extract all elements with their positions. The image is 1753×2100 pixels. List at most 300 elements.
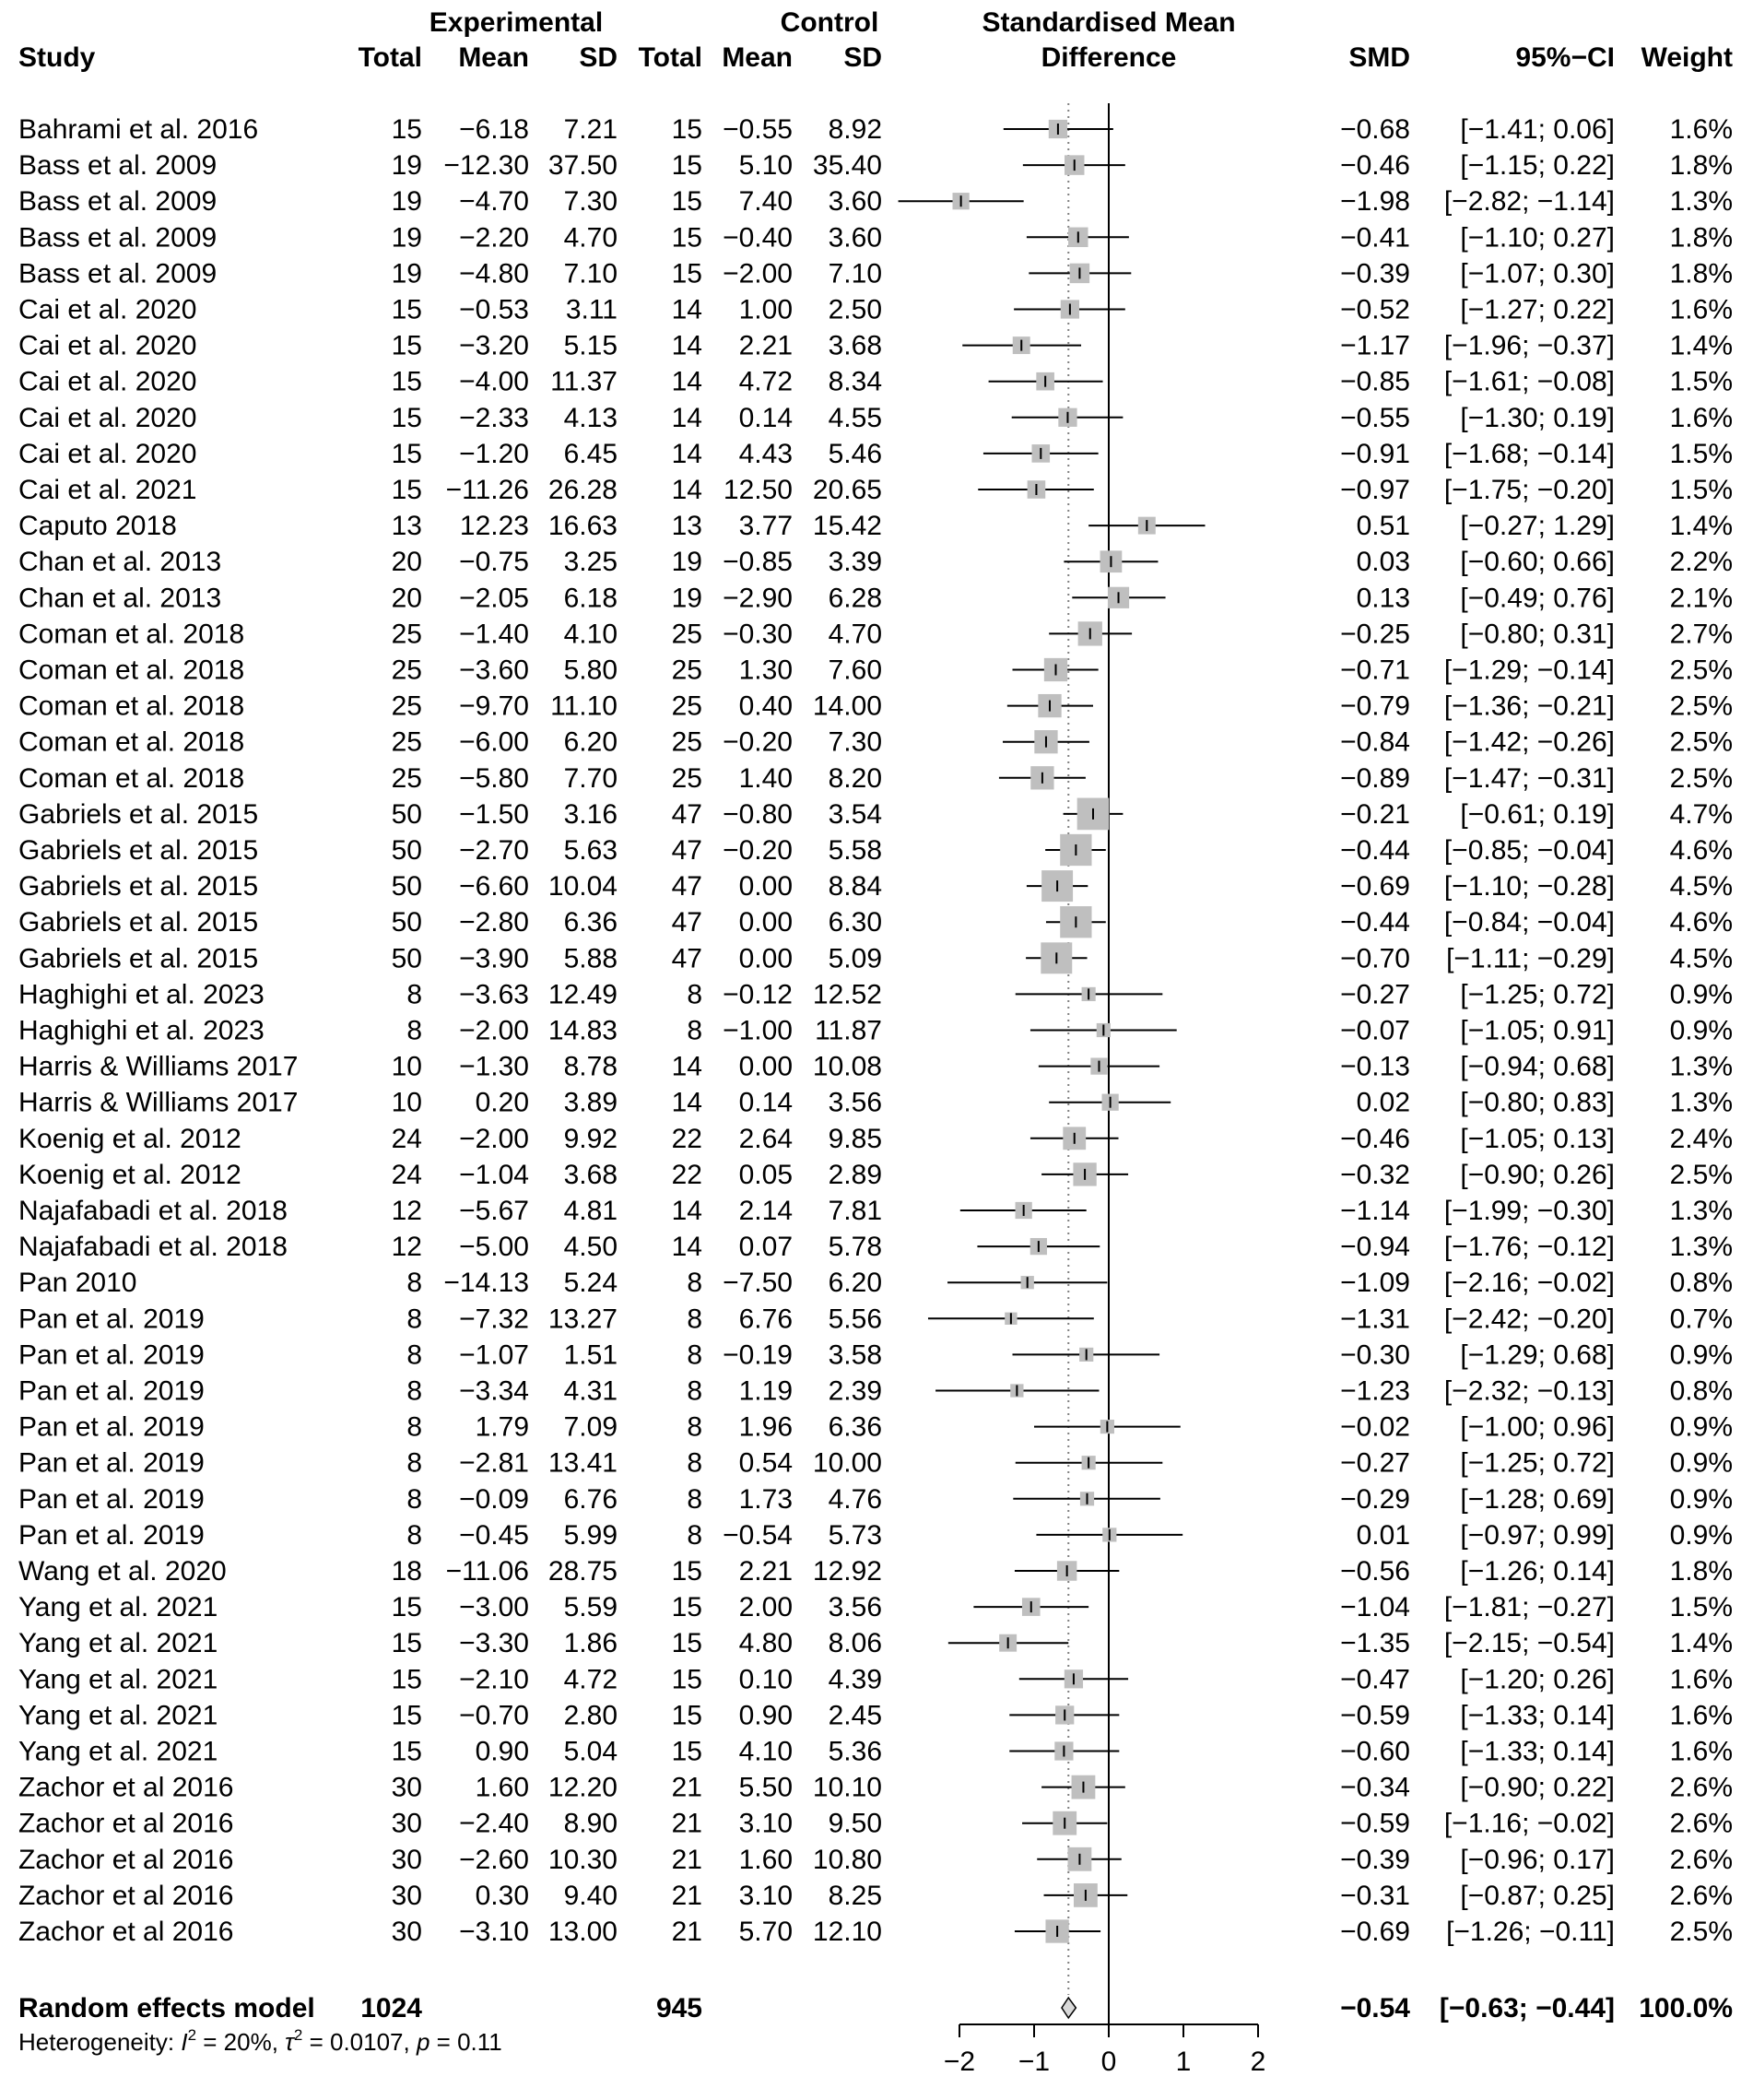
weight-value: 2.6%	[1669, 1880, 1733, 1911]
ctrl-total: 21	[671, 1844, 702, 1875]
weight-value: 4.6%	[1669, 835, 1733, 866]
exp-sd: 7.10	[563, 258, 618, 289]
weight-column-header: Weight	[1641, 42, 1733, 73]
exp-total: 15	[391, 402, 422, 433]
ctrl-total: 47	[671, 871, 702, 903]
ctrl-total: 15	[671, 186, 702, 218]
ctrl-mean: 0.00	[738, 871, 793, 903]
exp-sd: 7.70	[563, 762, 618, 794]
weight-value: 0.9%	[1669, 1447, 1733, 1479]
study-name: Gabriels et al. 2015	[18, 835, 259, 866]
study-name: Yang et al. 2021	[18, 1592, 218, 1623]
weight-value: 1.8%	[1669, 222, 1733, 254]
ctrl-mean: 0.05	[738, 1159, 793, 1190]
ctrl-sd: 10.80	[812, 1844, 882, 1875]
exp-total: 12	[391, 1196, 422, 1226]
weight-value: 2.4%	[1669, 1123, 1733, 1154]
exp-sd: 28.75	[547, 1556, 618, 1587]
study-name: Coman et al. 2018	[18, 619, 245, 650]
study-name: Najafabadi et al. 2018	[18, 1232, 288, 1263]
pooled-weight-value: 100.0%	[1639, 1993, 1733, 2023]
ci-value: [−1.75; −0.20]	[1443, 475, 1615, 505]
exp-sd: 6.45	[563, 438, 618, 469]
ctrl-mean: 2.14	[738, 1196, 793, 1226]
ci-value: [−1.26; −0.11]	[1446, 1917, 1615, 1947]
x-tick-label: −1	[1018, 2047, 1051, 2077]
study-name: Pan et al. 2019	[18, 1304, 205, 1335]
exp-total: 20	[391, 547, 422, 578]
weight-value: 1.3%	[1669, 1087, 1733, 1118]
ctrl-total: 21	[671, 1808, 702, 1839]
ctrl-total: 14	[671, 294, 702, 325]
exp-mean-header: Mean	[458, 42, 529, 73]
exp-sd: 8.78	[563, 1051, 618, 1082]
exp-mean: −1.20	[459, 438, 529, 469]
exp-total: 8	[406, 1015, 422, 1046]
smd-value: 0.02	[1356, 1087, 1410, 1118]
study-name: Harris & Williams 2017	[18, 1051, 299, 1082]
weight-value: 0.9%	[1669, 1519, 1733, 1551]
exp-mean: −12.30	[443, 150, 529, 182]
ctrl-mean: −0.30	[723, 619, 793, 650]
weight-value: 0.9%	[1669, 1015, 1733, 1046]
exp-mean: −6.00	[459, 726, 529, 758]
table-row	[18, 403, 1733, 433]
exp-sd: 4.81	[563, 1196, 618, 1226]
ctrl-sd: 9.50	[828, 1808, 882, 1839]
exp-mean: −3.60	[459, 655, 529, 686]
ctrl-sd: 4.39	[828, 1664, 882, 1695]
ctrl-sd: 12.52	[812, 979, 882, 1010]
exp-mean: −3.20	[459, 330, 529, 361]
exp-sd: 3.16	[563, 798, 618, 830]
smd-value: −0.85	[1340, 366, 1410, 397]
smd-value: −0.47	[1340, 1664, 1410, 1695]
exp-sd: 5.99	[563, 1519, 618, 1551]
ctrl-total: 8	[687, 1519, 702, 1551]
exp-total: 25	[391, 690, 422, 722]
ctrl-total: 8	[687, 1304, 702, 1335]
weight-value: 1.3%	[1669, 1196, 1733, 1226]
study-name: Gabriels et al. 2015	[18, 871, 259, 903]
study-name: Pan et al. 2019	[18, 1375, 205, 1407]
ctrl-sd: 6.30	[828, 907, 882, 938]
exp-mean: 0.90	[475, 1736, 529, 1767]
exp-mean: −2.05	[459, 583, 529, 614]
exp-total: 19	[391, 186, 422, 218]
exp-mean: −2.60	[459, 1844, 529, 1875]
exp-sd: 3.68	[563, 1159, 618, 1190]
exp-sd: 7.21	[563, 114, 618, 145]
weight-value: 2.2%	[1669, 547, 1733, 578]
ci-value: [−0.27; 1.29]	[1460, 511, 1615, 542]
study-name: Coman et al. 2018	[18, 726, 245, 758]
ctrl-mean: 5.70	[738, 1917, 793, 1947]
x-tick-label: 1	[1175, 2047, 1192, 2077]
exp-mean: −4.70	[459, 186, 529, 218]
exp-mean: −0.45	[459, 1519, 529, 1551]
exp-total: 12	[391, 1232, 422, 1263]
ctrl-sd: 7.81	[828, 1196, 882, 1226]
ctrl-sd: 3.56	[828, 1592, 882, 1623]
ctrl-mean: −0.85	[723, 547, 793, 578]
exp-sd: 4.31	[563, 1375, 618, 1407]
ctrl-sd: 2.50	[828, 294, 882, 325]
ctrl-total: 47	[671, 943, 702, 974]
exp-mean: −14.13	[443, 1268, 529, 1299]
ctrl-total: 8	[687, 1015, 702, 1046]
exp-total: 50	[391, 871, 422, 903]
exp-mean: −1.40	[459, 619, 529, 650]
exp-sd: 4.10	[563, 619, 618, 650]
table-row	[18, 547, 1733, 577]
ctrl-sd: 8.06	[828, 1628, 882, 1659]
ctrl-sd: 5.09	[828, 943, 882, 974]
ci-value: [−1.10; −0.28]	[1443, 871, 1615, 903]
exp-total: 15	[391, 475, 422, 505]
ctrl-mean: 1.19	[738, 1375, 793, 1407]
ci-value: [−0.61; 0.19]	[1460, 798, 1615, 830]
ci-value: [−1.81; −0.27]	[1443, 1592, 1615, 1623]
ctrl-mean: −0.80	[723, 798, 793, 830]
ci-value: [−0.94; 0.68]	[1460, 1051, 1615, 1082]
study-name: Wang et al. 2020	[18, 1556, 227, 1587]
ci-value: [−1.25; 0.72]	[1460, 979, 1615, 1010]
smd-value: −0.41	[1340, 222, 1410, 254]
table-row	[18, 870, 1733, 902]
study-name: Bass et al. 2009	[18, 258, 218, 289]
ctrl-mean: −0.12	[723, 979, 793, 1010]
ci-value: [−1.36; −0.21]	[1443, 690, 1615, 722]
ci-value: [−1.99; −0.30]	[1443, 1196, 1615, 1226]
ctrl-total: 14	[671, 1087, 702, 1118]
ctrl-sd: 7.10	[828, 258, 882, 289]
exp-mean: −7.32	[459, 1304, 529, 1335]
ctrl-total: 47	[671, 907, 702, 938]
study-name: Cai et al. 2021	[18, 475, 197, 505]
ctrl-sd: 4.70	[828, 619, 882, 650]
study-name: Koenig et al. 2012	[18, 1159, 241, 1190]
ctrl-sd: 12.92	[812, 1556, 882, 1587]
x-axis	[944, 2024, 1265, 2077]
ctrl-mean: 2.21	[738, 1556, 793, 1587]
smd-header-line2: Difference	[1041, 42, 1177, 73]
ci-value: [−2.15; −0.54]	[1443, 1628, 1615, 1659]
exp-mean: −0.75	[459, 547, 529, 578]
exp-sd: 4.70	[563, 222, 618, 254]
exp-total: 24	[391, 1159, 422, 1190]
study-name: Cai et al. 2020	[18, 366, 197, 397]
exp-total: 30	[391, 1880, 422, 1911]
exp-sd: 5.63	[563, 835, 618, 866]
study-name: Cai et al. 2020	[18, 330, 197, 361]
ctrl-total: 25	[671, 619, 702, 650]
smd-value: 0.01	[1356, 1519, 1410, 1551]
ctrl-sd: 11.87	[815, 1015, 882, 1046]
ctrl-total: 14	[671, 330, 702, 361]
ci-value: [−2.16; −0.02]	[1443, 1268, 1615, 1299]
ctrl-sd: 10.08	[812, 1051, 882, 1082]
ctrl-mean: 4.43	[738, 438, 793, 469]
exp-total: 30	[391, 1808, 422, 1839]
exp-mean: −3.63	[459, 979, 529, 1010]
ctrl-sd: 8.34	[828, 366, 882, 397]
table-row	[18, 114, 1733, 145]
table-row	[18, 367, 1733, 397]
ci-value: [−1.20; 0.26]	[1460, 1664, 1615, 1695]
study-name: Zachor et al 2016	[18, 1917, 234, 1947]
table-row	[18, 439, 1733, 469]
ctrl-mean: 4.72	[738, 366, 793, 397]
smd-value: 0.13	[1356, 583, 1410, 614]
smd-value: −0.07	[1340, 1015, 1410, 1046]
exp-mean: −6.60	[459, 871, 529, 903]
exp-total: 15	[391, 438, 422, 469]
table-row	[18, 1448, 1733, 1479]
x-tick-label: 0	[1100, 2047, 1117, 2077]
smd-value: −0.31	[1340, 1880, 1410, 1911]
exp-total-header: Total	[358, 42, 422, 73]
exp-mean: 1.79	[475, 1411, 529, 1443]
ctrl-mean: 12.50	[723, 475, 793, 505]
study-name: Pan et al. 2019	[18, 1483, 205, 1515]
ci-value: [−0.80; 0.31]	[1460, 619, 1615, 650]
exp-total: 30	[391, 1844, 422, 1875]
weight-value: 0.8%	[1669, 1375, 1733, 1407]
exp-total: 8	[406, 979, 422, 1010]
exp-sd: 3.25	[563, 547, 618, 578]
weight-value: 2.6%	[1669, 1844, 1733, 1875]
exp-sd: 7.30	[563, 186, 618, 218]
ctrl-sd: 14.00	[812, 690, 882, 722]
study-rows	[18, 114, 1733, 1947]
ci-value: [−1.27; 0.22]	[1460, 294, 1615, 325]
exp-mean: 1.60	[475, 1772, 529, 1803]
study-name: Gabriels et al. 2015	[18, 943, 259, 974]
table-row	[18, 1088, 1733, 1118]
ci-value: [−1.42; −0.26]	[1443, 726, 1615, 758]
study-name: Yang et al. 2021	[18, 1736, 218, 1767]
table-row	[18, 475, 1733, 505]
study-name: Pan et al. 2019	[18, 1519, 205, 1551]
smd-value: 0.03	[1356, 547, 1410, 578]
exp-total: 15	[391, 1628, 422, 1659]
ctrl-total: 8	[687, 1339, 702, 1371]
ctrl-sd: 3.68	[828, 330, 882, 361]
ci-value: [−1.07; 0.30]	[1460, 258, 1615, 289]
ctrl-total: 15	[671, 1592, 702, 1623]
ctrl-mean: 3.10	[738, 1808, 793, 1839]
exp-sd: 5.88	[563, 943, 618, 974]
exp-mean: −0.70	[459, 1700, 529, 1731]
ctrl-sd: 8.20	[828, 762, 882, 794]
smd-value: −0.39	[1340, 1844, 1410, 1875]
ctrl-total: 19	[671, 547, 702, 578]
ctrl-mean: −1.00	[723, 1015, 793, 1046]
table-row	[18, 1484, 1733, 1515]
ctrl-mean: 4.10	[738, 1736, 793, 1767]
smd-value: −1.23	[1340, 1375, 1410, 1407]
ci-value: [−1.68; −0.14]	[1443, 438, 1615, 469]
ctrl-sd: 10.00	[812, 1447, 882, 1479]
smd-value: −0.29	[1340, 1483, 1410, 1515]
ctrl-total: 21	[671, 1917, 702, 1947]
table-row	[18, 1520, 1733, 1551]
ci-value: [−1.41; 0.06]	[1460, 114, 1615, 145]
smd-value: −1.14	[1340, 1196, 1410, 1226]
weight-value: 2.5%	[1669, 726, 1733, 758]
ctrl-total: 22	[671, 1123, 702, 1154]
ctrl-mean: 0.00	[738, 1051, 793, 1082]
ci-value: [−1.33; 0.14]	[1460, 1736, 1615, 1767]
exp-sd: 10.30	[547, 1844, 618, 1875]
study-name: Chan et al. 2013	[18, 583, 222, 614]
exp-sd: 10.04	[547, 871, 618, 903]
smd-value: −1.98	[1340, 186, 1410, 218]
ci-value: [−1.28; 0.69]	[1460, 1483, 1615, 1515]
exp-sd: 4.13	[563, 402, 618, 433]
exp-sd: 16.63	[547, 511, 618, 542]
table-row	[18, 1592, 1733, 1622]
ctrl-total-header: Total	[638, 42, 702, 73]
ctrl-mean: 5.50	[738, 1772, 793, 1803]
ctrl-total: 14	[671, 366, 702, 397]
ctrl-total: 8	[687, 1375, 702, 1407]
study-name: Bahrami et al. 2016	[18, 114, 259, 145]
pooled-label: Random effects model	[18, 1993, 315, 2023]
ctrl-mean: 3.77	[738, 511, 793, 542]
exp-sd: 1.86	[563, 1628, 618, 1659]
ctrl-sd: 8.25	[828, 1880, 882, 1911]
ctrl-mean: 0.14	[738, 1087, 793, 1118]
ctrl-total: 15	[671, 1556, 702, 1587]
ctrl-total: 21	[671, 1772, 702, 1803]
table-row	[18, 583, 1733, 613]
ctrl-mean: −7.50	[723, 1268, 793, 1299]
smd-header-line1: Standardised Mean	[982, 7, 1236, 38]
smd-value: −0.32	[1340, 1159, 1410, 1190]
exp-total: 30	[391, 1917, 422, 1947]
ci-value: [−1.29; 0.68]	[1460, 1339, 1615, 1371]
weight-value: 1.4%	[1669, 1628, 1733, 1659]
ctrl-mean: 1.96	[738, 1411, 793, 1443]
weight-value: 1.4%	[1669, 511, 1733, 542]
exp-total: 15	[391, 1664, 422, 1695]
weight-value: 1.5%	[1669, 438, 1733, 469]
exp-total: 8	[406, 1483, 422, 1515]
ctrl-sd: 3.58	[828, 1339, 882, 1371]
ci-value: [−2.82; −1.14]	[1443, 186, 1615, 218]
table-row	[18, 331, 1733, 361]
weight-value: 1.6%	[1669, 1664, 1733, 1695]
weight-value: 0.9%	[1669, 1483, 1733, 1515]
weight-value: 1.3%	[1669, 1232, 1733, 1263]
exp-sd-header: SD	[579, 42, 618, 73]
smd-value: −0.69	[1340, 871, 1410, 903]
exp-sd: 12.20	[547, 1772, 618, 1803]
table-row	[18, 1809, 1733, 1839]
ctrl-sd: 3.56	[828, 1087, 882, 1118]
smd-value: −0.55	[1340, 402, 1410, 433]
ctrl-sd: 5.36	[828, 1736, 882, 1767]
study-name: Chan et al. 2013	[18, 547, 222, 578]
table-row	[18, 1052, 1733, 1082]
weight-value: 1.3%	[1669, 1051, 1733, 1082]
ci-value: [−1.05; 0.91]	[1460, 1015, 1615, 1046]
ci-column-header: 95%−CI	[1515, 42, 1615, 73]
ci-value: [−1.30; 0.19]	[1460, 402, 1615, 433]
table-row	[18, 1376, 1733, 1407]
smd-value: −1.04	[1340, 1592, 1410, 1623]
weight-value: 2.5%	[1669, 1917, 1733, 1947]
table-row	[18, 1556, 1733, 1587]
ctrl-mean: 0.54	[738, 1447, 793, 1479]
x-tick-label: −2	[943, 2047, 976, 2077]
ctrl-sd: 8.92	[828, 114, 882, 145]
exp-total: 25	[391, 655, 422, 686]
ctrl-sd: 15.42	[812, 511, 882, 542]
weight-value: 2.5%	[1669, 655, 1733, 686]
ci-value: [−0.96; 0.17]	[1460, 1844, 1615, 1875]
ctrl-sd: 9.85	[828, 1123, 882, 1154]
table-row	[18, 619, 1733, 649]
table-row	[18, 186, 1733, 217]
ctrl-mean: 0.90	[738, 1700, 793, 1731]
table-row	[18, 1304, 1733, 1334]
table-row	[18, 1124, 1733, 1154]
exp-mean: −2.00	[459, 1123, 529, 1154]
exp-mean: −11.26	[445, 475, 529, 505]
exp-mean: −3.00	[459, 1592, 529, 1623]
ci-value: [−0.90; 0.22]	[1460, 1772, 1615, 1803]
exp-total: 18	[391, 1556, 422, 1587]
ci-value: [−1.47; −0.31]	[1443, 762, 1615, 794]
ctrl-mean: 2.64	[738, 1123, 793, 1154]
ctrl-total: 15	[671, 1736, 702, 1767]
exp-mean: −2.20	[459, 222, 529, 254]
ci-value: [−2.42; −0.20]	[1443, 1304, 1615, 1335]
smd-value: 0.51	[1356, 511, 1410, 542]
exp-mean: −2.81	[459, 1447, 529, 1479]
smd-value: −0.70	[1340, 943, 1410, 974]
table-row	[18, 834, 1733, 866]
table-row	[18, 1664, 1733, 1694]
ctrl-sd: 5.46	[828, 438, 882, 469]
ctrl-total: 22	[671, 1159, 702, 1190]
ctrl-mean: 0.40	[738, 690, 793, 722]
ctrl-mean: 0.10	[738, 1664, 793, 1695]
ci-value: [−1.11; −0.29]	[1446, 943, 1615, 974]
smd-value: −1.35	[1340, 1628, 1410, 1659]
exp-total: 10	[391, 1087, 422, 1118]
exp-sd: 13.41	[547, 1447, 618, 1479]
exp-total: 19	[391, 258, 422, 289]
table-row	[18, 763, 1733, 794]
ci-value: [−0.80; 0.83]	[1460, 1087, 1615, 1118]
table-row	[18, 150, 1733, 181]
ctrl-total: 15	[671, 150, 702, 182]
ctrl-mean: −2.90	[723, 583, 793, 614]
smd-value: −0.46	[1340, 1123, 1410, 1154]
exp-total: 15	[391, 294, 422, 325]
exp-total: 15	[391, 1592, 422, 1623]
exp-mean: −2.33	[459, 402, 529, 433]
exp-sd: 3.89	[563, 1087, 618, 1118]
ctrl-total: 14	[671, 1051, 702, 1082]
exp-mean: −4.80	[459, 258, 529, 289]
ctrl-sd: 6.36	[828, 1411, 882, 1443]
exp-mean: −6.18	[459, 114, 529, 145]
